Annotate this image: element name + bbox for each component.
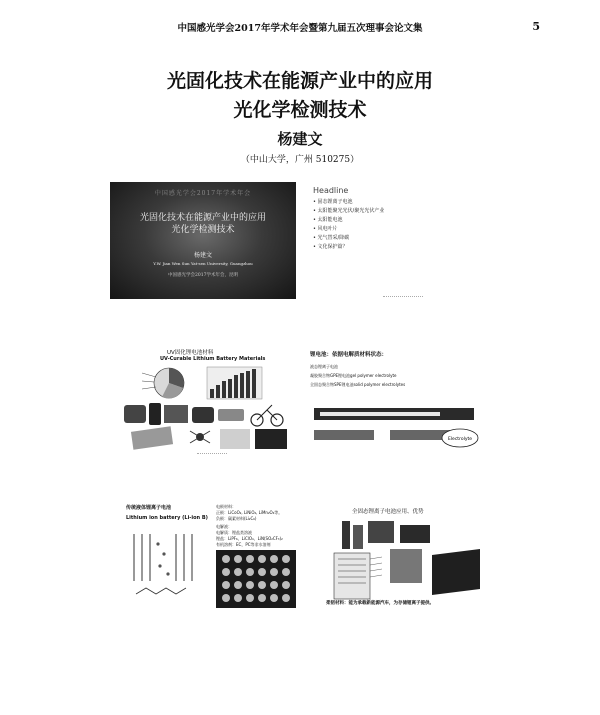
slide5-caption: 电极材料：	[216, 504, 236, 509]
device-image	[220, 429, 250, 449]
device-photo	[390, 549, 422, 583]
pie-chart-image	[142, 368, 184, 399]
slide3-subheading: UV-Curable Lithium Battery Materials	[160, 356, 266, 362]
slide1-faint-header: 中国感光学会2017年学术年会	[154, 190, 252, 197]
slide-title	[110, 182, 296, 299]
slide5-caption: 有机溶剂：EC，PC等非水溶剂	[216, 542, 271, 547]
slide-uv-battery-materials	[112, 345, 297, 460]
slide-liquid-li-ion	[118, 504, 298, 614]
cell-photo	[353, 525, 363, 549]
slide5-heading: 传统液体锂离子电池	[126, 505, 172, 511]
slide3-collage	[112, 345, 297, 460]
slide5-caption: 负极：碳素材料(Li₂C₆)	[216, 516, 257, 521]
slide2-bullet: • 文化保护篇？	[313, 243, 483, 252]
slide5-caption: 锂盐：LiPF₆、LiClO₄、LiN(SO₂CF₃)₂	[216, 536, 283, 541]
slide2-bullet: • 光气替采/降碳	[313, 234, 483, 243]
camera-image	[192, 407, 214, 423]
slide1-presenter-block	[110, 252, 296, 268]
slide2-bullet: • 太阳能聚光光伏/聚光光伏产业	[313, 207, 483, 216]
slide2-bullet: • 风电叶片	[313, 225, 483, 234]
slide1-title	[110, 212, 296, 236]
slide3-heading: UV固化锂电池材料	[167, 350, 214, 356]
slide5-caption: 电解液：	[216, 524, 232, 529]
gadget-image	[124, 405, 146, 423]
module-photo	[400, 525, 430, 543]
slide1-title-line-1: 光固化技术在能源产业中的应用	[139, 213, 266, 223]
page-number: 5	[532, 20, 540, 33]
slide4-line: 液态锂离子电池	[310, 364, 338, 369]
battery-pack-image	[218, 409, 244, 421]
scooter-image	[251, 405, 283, 426]
running-header	[60, 20, 540, 36]
slide5-structure-diagram	[126, 526, 216, 611]
slide6-caption: 柔韧材料：能为承载新能源汽车，为存储锂离子提供。	[326, 601, 434, 606]
slide-electrolyte-types	[310, 350, 482, 460]
dark-device-image	[255, 429, 287, 449]
slide2-headline: Headline	[313, 186, 349, 195]
slide4-cell-diagram	[310, 400, 482, 460]
solvent-molecule-drawing	[136, 588, 186, 594]
slide4-line: 凝胶聚合物GPE锂电池gel polymer electrolyte	[310, 373, 397, 378]
car-photo	[432, 549, 480, 595]
slide1-org: 中国感光学会2017学术年会，昆明	[168, 273, 238, 278]
electrode-layer-left	[314, 430, 374, 440]
slide1-presenter: 杨建文	[193, 252, 212, 259]
slide6-heading: 全固态锂离子电池应用、优势	[352, 509, 424, 515]
slide2-bullet: • 固态锂离子电池	[313, 198, 483, 207]
slide1-presenter-en: Y.W. Jian Wen Sun Yat-sen University, Guangzhou	[153, 261, 253, 266]
flexible-panel-image	[131, 426, 173, 449]
article-title-line-1: 光固化技术在能源产业中的应用	[166, 70, 433, 92]
author-affiliation: （中山大学，广州 510275）	[240, 155, 360, 165]
article-title-line-2: 光化学检测技术	[233, 99, 367, 121]
slide-headline	[313, 186, 483, 301]
slide5-heading-en: Lithium ion battery (Li-ion B)	[126, 515, 208, 521]
slide-solid-state-battery	[320, 505, 485, 615]
slide5-caption: 正极：LiCoO₂, LiNiO₂, LiMn₂O₄等。	[216, 510, 283, 515]
slide5-cell-grid-photo	[216, 550, 296, 608]
slide4-line: 全固态聚合物SPE锂电池solid polymer electrolytes	[310, 382, 406, 387]
electrode-layer-right	[390, 430, 450, 440]
slide6-photo-collage	[320, 513, 485, 603]
slide3-footer-rule	[197, 453, 227, 454]
slide4-callout-label: Electrolyte	[447, 437, 473, 442]
author-name: 杨建文	[277, 130, 323, 148]
slide5-caption: 电解质：锂盐类溶液	[216, 530, 252, 535]
slide1-title-line-2: 光化学检测技术	[171, 225, 235, 235]
bar-chart-image	[207, 367, 262, 399]
battery-structure-drawing	[334, 553, 370, 599]
slide2-bullet: • 太阳能电池	[313, 216, 483, 225]
phone-image	[149, 403, 161, 425]
cell-photo	[342, 521, 350, 549]
laptop-image	[164, 405, 188, 423]
callout-lines	[370, 557, 382, 577]
pouch-cell-photo	[368, 521, 394, 543]
drone-image	[190, 431, 210, 443]
slide4-heading: 锂电池：依据电解质材料状态：	[310, 352, 388, 358]
running-title: 中国感光学会2017年学术年会暨第九届五次理事会论文集	[177, 23, 423, 34]
electrolyte-layer	[320, 412, 440, 416]
slide2-footer-rule	[383, 296, 423, 297]
